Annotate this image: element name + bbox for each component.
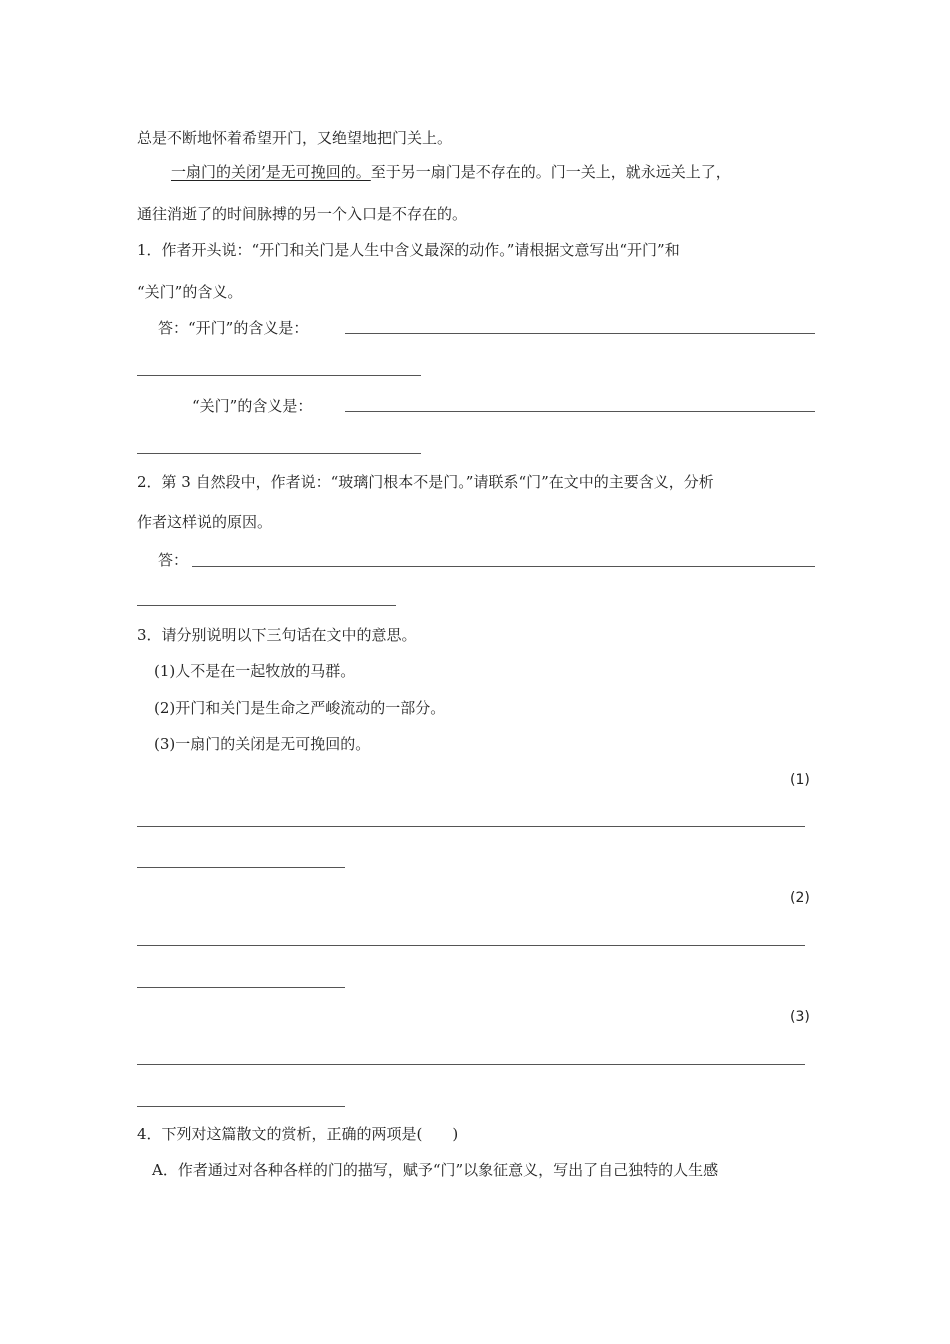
passage-line-2-rest: 至于另一扇门是不存在的。门一关上，就永远关上了，: [370, 163, 731, 181]
question-3-item-1: (1)人不是在一起牧放的马群。: [154, 662, 356, 680]
answer-line[interactable]: [137, 945, 805, 946]
question-2-line-2: 作者这样说的原因。: [137, 513, 273, 531]
question-2-answer-label: 答：: [158, 551, 189, 569]
answer-line[interactable]: [345, 411, 815, 412]
question-3-item-3: (3)一扇门的关闭是无可挽回的。: [154, 735, 371, 753]
question-1-line-1: 1．作者开头说：“开门和关门是人生中含义最深的动作。”请根据文意写出“开门”和: [137, 241, 680, 259]
answer-line[interactable]: [345, 333, 815, 334]
question-1-line-2: “关门”的含义。: [137, 283, 243, 301]
answer-line[interactable]: [137, 826, 805, 827]
answer-line[interactable]: [137, 867, 345, 868]
answer-line[interactable]: [137, 453, 421, 454]
answer-line[interactable]: [137, 987, 345, 988]
answer-line[interactable]: [137, 375, 421, 376]
question-2-line-1: 2．第 3 自然段中，作者说：“玻璃门根本不是门。”请联系“门”在文中的主要含义，分析: [137, 473, 714, 491]
question-4-prompt: 4．下列对这篇散文的赏析，正确的两项是( ): [137, 1125, 459, 1143]
passage-underlined-sentence: 一扇门的关闭’是无可挽回的。: [171, 163, 371, 181]
answer-marker-3: (3): [790, 1009, 810, 1025]
question-3-prompt: 3．请分别说明以下三句话在文中的意思。: [137, 626, 417, 644]
passage-line-1: 总是不断地怀着希望开门，又绝望地把门关上。: [137, 129, 453, 147]
answer-marker-1: (1): [790, 772, 810, 788]
question-3-item-2: (2)开门和关门是生命之严峻流动的一部分。: [154, 699, 446, 717]
passage-line-2: [171, 162, 731, 182]
question-1-answer-label-close: “关门”的含义是：: [192, 397, 313, 415]
answer-line[interactable]: [137, 605, 396, 606]
answer-marker-2: (2): [790, 890, 810, 906]
question-1-answer-label-open: 答：“开门”的含义是：: [158, 319, 309, 337]
question-4-option-a: A．作者通过对各种各样的门的描写，赋予“门”以象征意义，写出了自己独特的人生感: [152, 1161, 719, 1179]
passage-line-3: 通往消逝了的时间脉搏的另一个入口是不存在的。: [137, 205, 468, 223]
answer-line[interactable]: [137, 1106, 345, 1107]
answer-line[interactable]: [137, 1064, 805, 1065]
answer-line[interactable]: [192, 566, 815, 567]
